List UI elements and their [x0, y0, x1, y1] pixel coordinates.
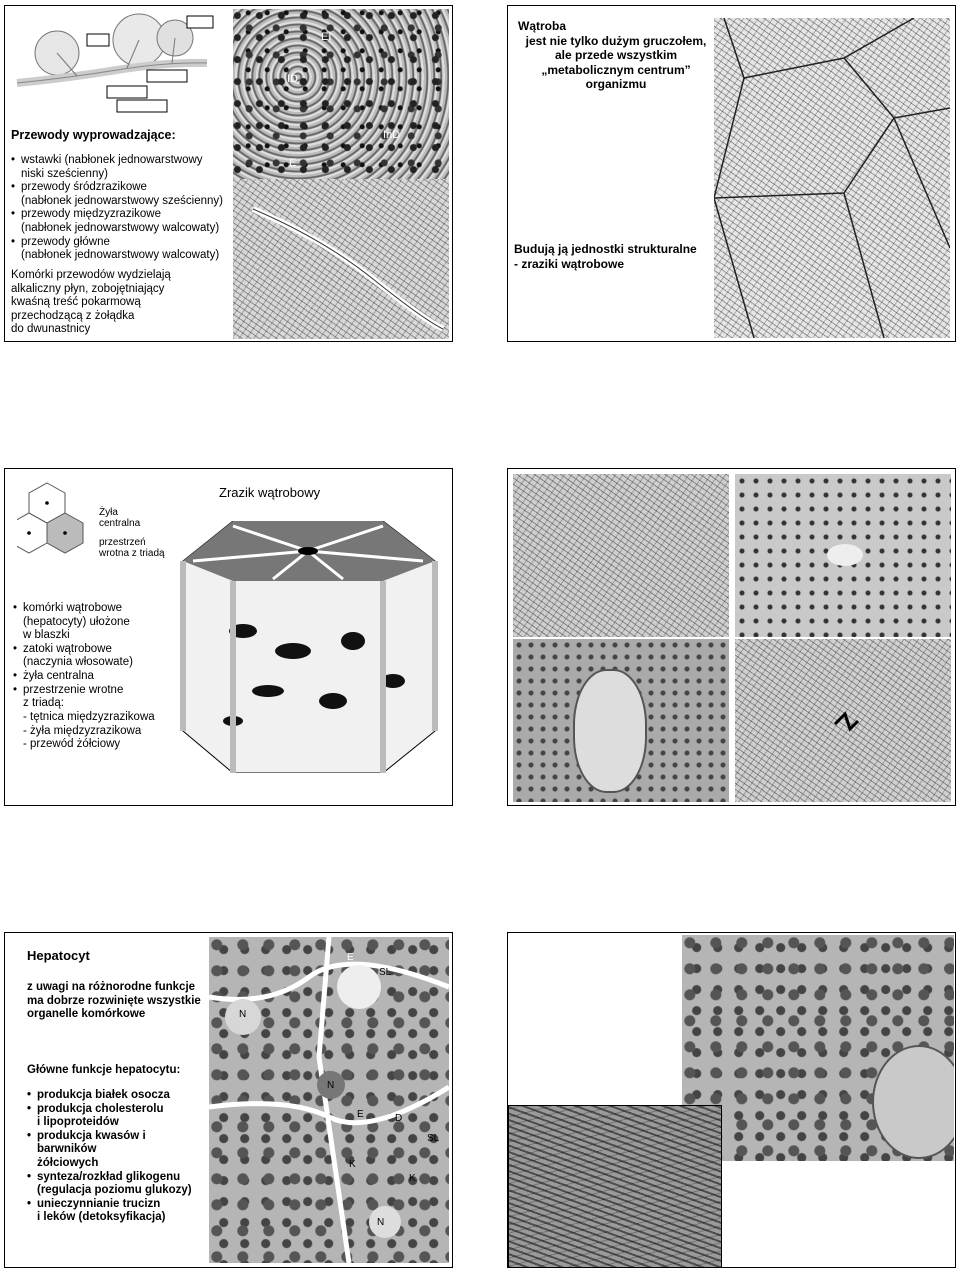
list-item: • komórki wątrobowe (hepatocyty) ułożone w blaszki: [13, 602, 183, 643]
portal-space-micrograph: [513, 639, 729, 802]
lobule-micrograph-1: [513, 474, 729, 637]
list-item: • przewody główne (nabłonek jednowarstwowy walcowaty): [11, 236, 239, 263]
liver-subtitle: Budują ją jednostki strukturalne - zraziki wątrobowe: [514, 242, 697, 271]
list-item: • przestrzenie wrotne z triadą:: [13, 684, 183, 711]
list-item: • przewody śródzrazikowe (nabłonek jednowarstwowy sześcienny): [11, 181, 239, 208]
label-portal-space: przestrzeń wrotna z triadą: [99, 537, 165, 559]
lobule-micrograph-2: [735, 474, 951, 637]
ducts-list: [11, 154, 239, 263]
label-central-vein: Żyła centralna: [99, 507, 141, 529]
list-item: • produkcja cholesterolu i lipoproteidów: [27, 1103, 207, 1130]
em-mitochondria-image: [508, 1105, 722, 1268]
hepatocyte-intro: z uwagi na różnorodne funkcje ma dobrze rozwinięte wszystkie organelle komórkowe: [27, 981, 201, 1021]
ducts-paragraph: Komórki przewodów wydzielają alkaliczny płyn, zobojętniający kwaśną treść pokarmową przechodzącą z żołądka do dwunastnicy: [11, 269, 171, 335]
duct-micrograph: [233, 179, 449, 339]
lobule-list: [13, 602, 183, 711]
functions-list: [27, 1089, 207, 1225]
list-item: • wstawki (nabłonek jednowarstwowy niski sześcienny): [11, 154, 239, 181]
pancreas-micrograph: EI ID InD E: [233, 9, 449, 179]
list-item: • produkcja kwasów i barwników żółciowych: [27, 1130, 207, 1171]
gland-diagram: [7, 8, 229, 116]
ducts-heading: Przewody wyprowadzające:: [11, 128, 176, 142]
slide-hepatocyte-em: [507, 932, 956, 1268]
list-item: • przewody międzyzrazikowe (nabłonek jednowarstwowy walcowaty): [11, 208, 239, 235]
lobule-3d-drawing: [173, 521, 449, 773]
list-item: • unieczynnianie trucizn i leków (detoksyfikacja): [27, 1198, 207, 1225]
slide-lobule: [4, 468, 453, 806]
slide-ducts: [4, 5, 453, 342]
liver-title: Wątroba jest nie tylko dużym gruczołem, ale przede wszystkim „metabolicznym centrum” organizmu: [518, 19, 707, 91]
liver-lobule-drawing: [714, 18, 950, 338]
em-organelles-image: [682, 935, 954, 1161]
hepatocyte-em-image: E SL N N E D SL K K N: [209, 937, 449, 1263]
lobule-title: Zrazik wątrobowy: [219, 485, 321, 500]
slide-hepatocyte: [4, 932, 453, 1268]
list-item: • zatoki wątrobowe (naczynia włosowate): [13, 643, 183, 670]
slide-lobule-micrographs: [507, 468, 956, 806]
hepatocyte-title: Hepatocyt: [27, 948, 90, 963]
hexagon-diagram: [17, 477, 97, 557]
list-item: • żyła centralna: [13, 670, 183, 684]
slide-liver-intro: [507, 5, 956, 342]
central-vein-micrograph: [735, 639, 951, 802]
list-item: • synteza/rozkład glikogenu (regulacja poziomu glukozy): [27, 1171, 207, 1198]
functions-heading: Główne funkcje hepatocytu:: [27, 1064, 181, 1076]
triad-list: - tętnica międzyzrazikowa - żyła międzyzrazikowa - przewód żółciowy: [23, 711, 155, 751]
list-item: • produkcja białek osocza: [27, 1089, 207, 1103]
